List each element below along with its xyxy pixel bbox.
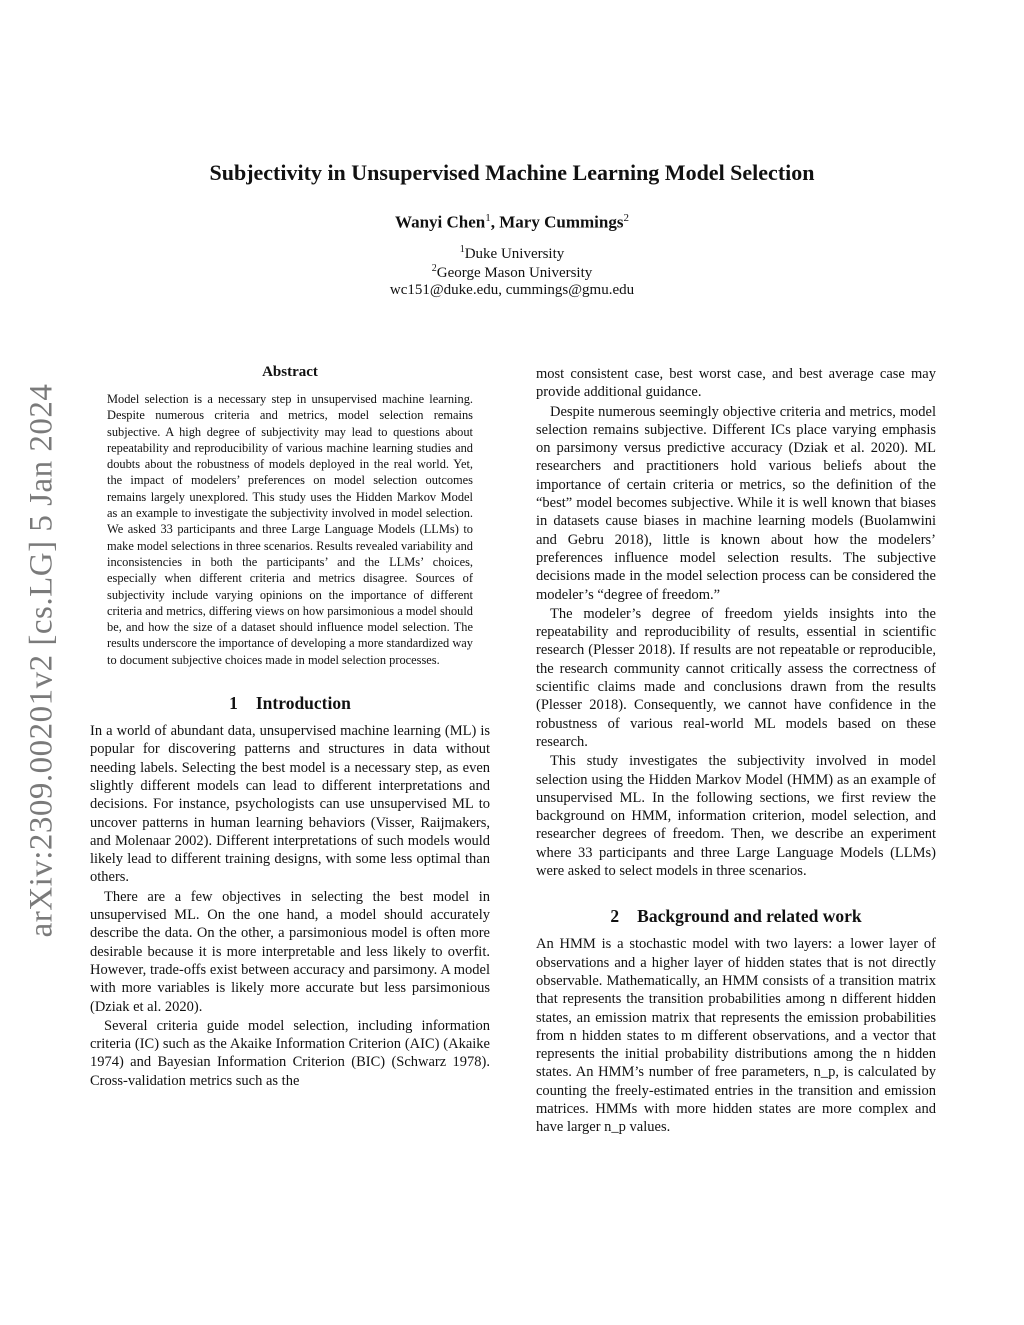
- body-paragraph: This study investigates the subjectivity involved in model selection using the Hidden Markov Model (HMM) as an example of unsupervised ML. In the following sections, we first review the background on HMM, information criterion, model selection, and researcher degrees of freedom. Then, we describe an experiment where 33 participants and three Large Language Models (LLMs) were asked to select models in three scenarios.: [536, 753, 936, 880]
- section-number: 2: [610, 906, 620, 927]
- section-title: Background and related work: [637, 906, 862, 927]
- affiliation-name: Duke University: [464, 246, 565, 262]
- affiliation-2: [0, 263, 1024, 282]
- author-line: [0, 212, 1024, 233]
- affiliation-mark: 1: [459, 244, 465, 255]
- body-paragraph: Despite numerous seemingly objective criteria and metrics, model selection remains subjective. Different ICs place varying emphasis on parsimony versus predictive accuracy (Dziak et al. 2020). ML researchers and practitioners hold various beliefs about the importance of certain criteria or metrics, so the definition of the “best” model becomes subjective. While it is well known that biases in datasets cause biases in machine learning models (Buolamwini and Gebru 2018), little is known about how the modelers’ preferences influence model selection results. The subjective decisions made in the model selection process can be considered the modeler’s “degree of freedom.”: [536, 403, 936, 603]
- author-mark: 1: [485, 212, 491, 224]
- arxiv-stamp: [20, 370, 64, 950]
- author-mark: 2: [623, 212, 629, 224]
- affiliation-name: George Mason University: [436, 265, 593, 281]
- affiliation-mark: 2: [431, 263, 437, 274]
- background-paragraph: An HMM is a stochastic model with two layers: a lower layer of observations and a higher layer of hidden states that is not directly observable. Mathematically, an HMM consists of a transition matrix that represents the transition probabilities among n different hidden states, an emission matrix that represents the emission probabilities from n hidden states to m different observations, and a vector that represents the initial probability distributions among the n hidden states. An HMM’s number of free parameters, n_p, is calculated by counting the freely-estimated entries in the transition and emission matrices. HMMs with more hidden states are more complex and have larger n_p values.: [536, 936, 936, 1136]
- author-name: Mary Cummings: [499, 212, 624, 232]
- arxiv-stamp-text: arXiv:2309.00201v2 [cs.LG] 5 Jan 2024: [23, 383, 60, 937]
- affiliation-1: [0, 244, 1024, 263]
- body-paragraph: The modeler’s degree of freedom yields insights into the repeatability and reproducibility of results, essential in scientific research (Plesser 2018). If results are not repeatable or reproducible, the research community cannot critically assess the correctness of scientific claims made and conclusions drawn from the results (Plesser 2018). Consequently, we cannot have confidence in the robustness of various real-world ML models based on these research.: [536, 605, 936, 750]
- section-heading-background: [536, 906, 936, 927]
- section-number: 1: [229, 693, 238, 714]
- abstract-text: Model selection is a necessary step in unsupervised machine learning. Despite numerous criteria and metrics, model selection remains subjective. A high degree of subjectivity may lead to questions about repeatability and reproducibility of various machine learning studies and doubts about the robustness of models deployed in the real world. Yet, the impact of modelers’ preferences on model selection outcomes remains largely unexplored. This study uses the Hidden Markov Model as an example to investigate the subjectivity involved in model selection. We asked 33 participants and three Large Language Models (LLMs) to make model selections in three scenarios. Results revealed variability and inconsistencies in both the participants’ and the LLMs’ choices, especially when different criteria and metrics disagree. Sources of subjectivity include varying opinions on the importance of different criteria and metrics, differing views on how parsimonious a model should be, and how the size of a dataset should influence model selection. The results underscore the importance of developing a more standardized way to document subjective choices made in model selection processes.: [107, 392, 473, 667]
- abstract-heading: Abstract: [262, 364, 318, 380]
- author-name: Wanyi Chen: [395, 212, 486, 232]
- intro-paragraph: In a world of abundant data, unsupervised machine learning (ML) is popular for discovering patterns and structures in data without needing labels. Selecting the best model is a necessary step, as even slightly different models can lead to different interpretations and decisions. For instance, psychologists can use unsupervised ML to uncover patterns in human learning behaviors (Visser, Raijmakers, and Molenaar 2002). Different interpretations of such models would likely lead to different training designs, with some less optimal than others.: [90, 723, 490, 886]
- author-separator: ,: [490, 212, 500, 232]
- intro-paragraph: Several criteria guide model selection, including information criteria (IC) such as the Akaike Information Criterion (AIC) (Akaike 1974) and Bayesian Information Criterion (BIC) (Schwarz 1978). Cross-validation metrics such as the: [90, 1017, 490, 1089]
- intro-paragraph: There are a few objectives in selecting the best model in unsupervised ML. On the one hand, a model should accurately describe the data. On the other, a parsimonious model is often more desirable because it is more interpretable and less likely to overfit. However, trade-offs exist between accuracy and parsimony. A model with more variables is likely more accurate but less parsimonious (Dziak et al. 2020).: [90, 888, 490, 1015]
- section-heading-introduction: [90, 693, 490, 714]
- paper-title: Subjectivity in Unsupervised Machine Learning Model Selection: [209, 160, 815, 185]
- section-title: Introduction: [255, 693, 351, 714]
- body-paragraph: most consistent case, best worst case, and best average case may provide additional guidance.: [536, 366, 936, 401]
- left-column: [90, 364, 490, 1090]
- right-column: [536, 365, 936, 1137]
- author-emails: wc151@duke.edu, cummings@gmu.edu: [389, 282, 635, 298]
